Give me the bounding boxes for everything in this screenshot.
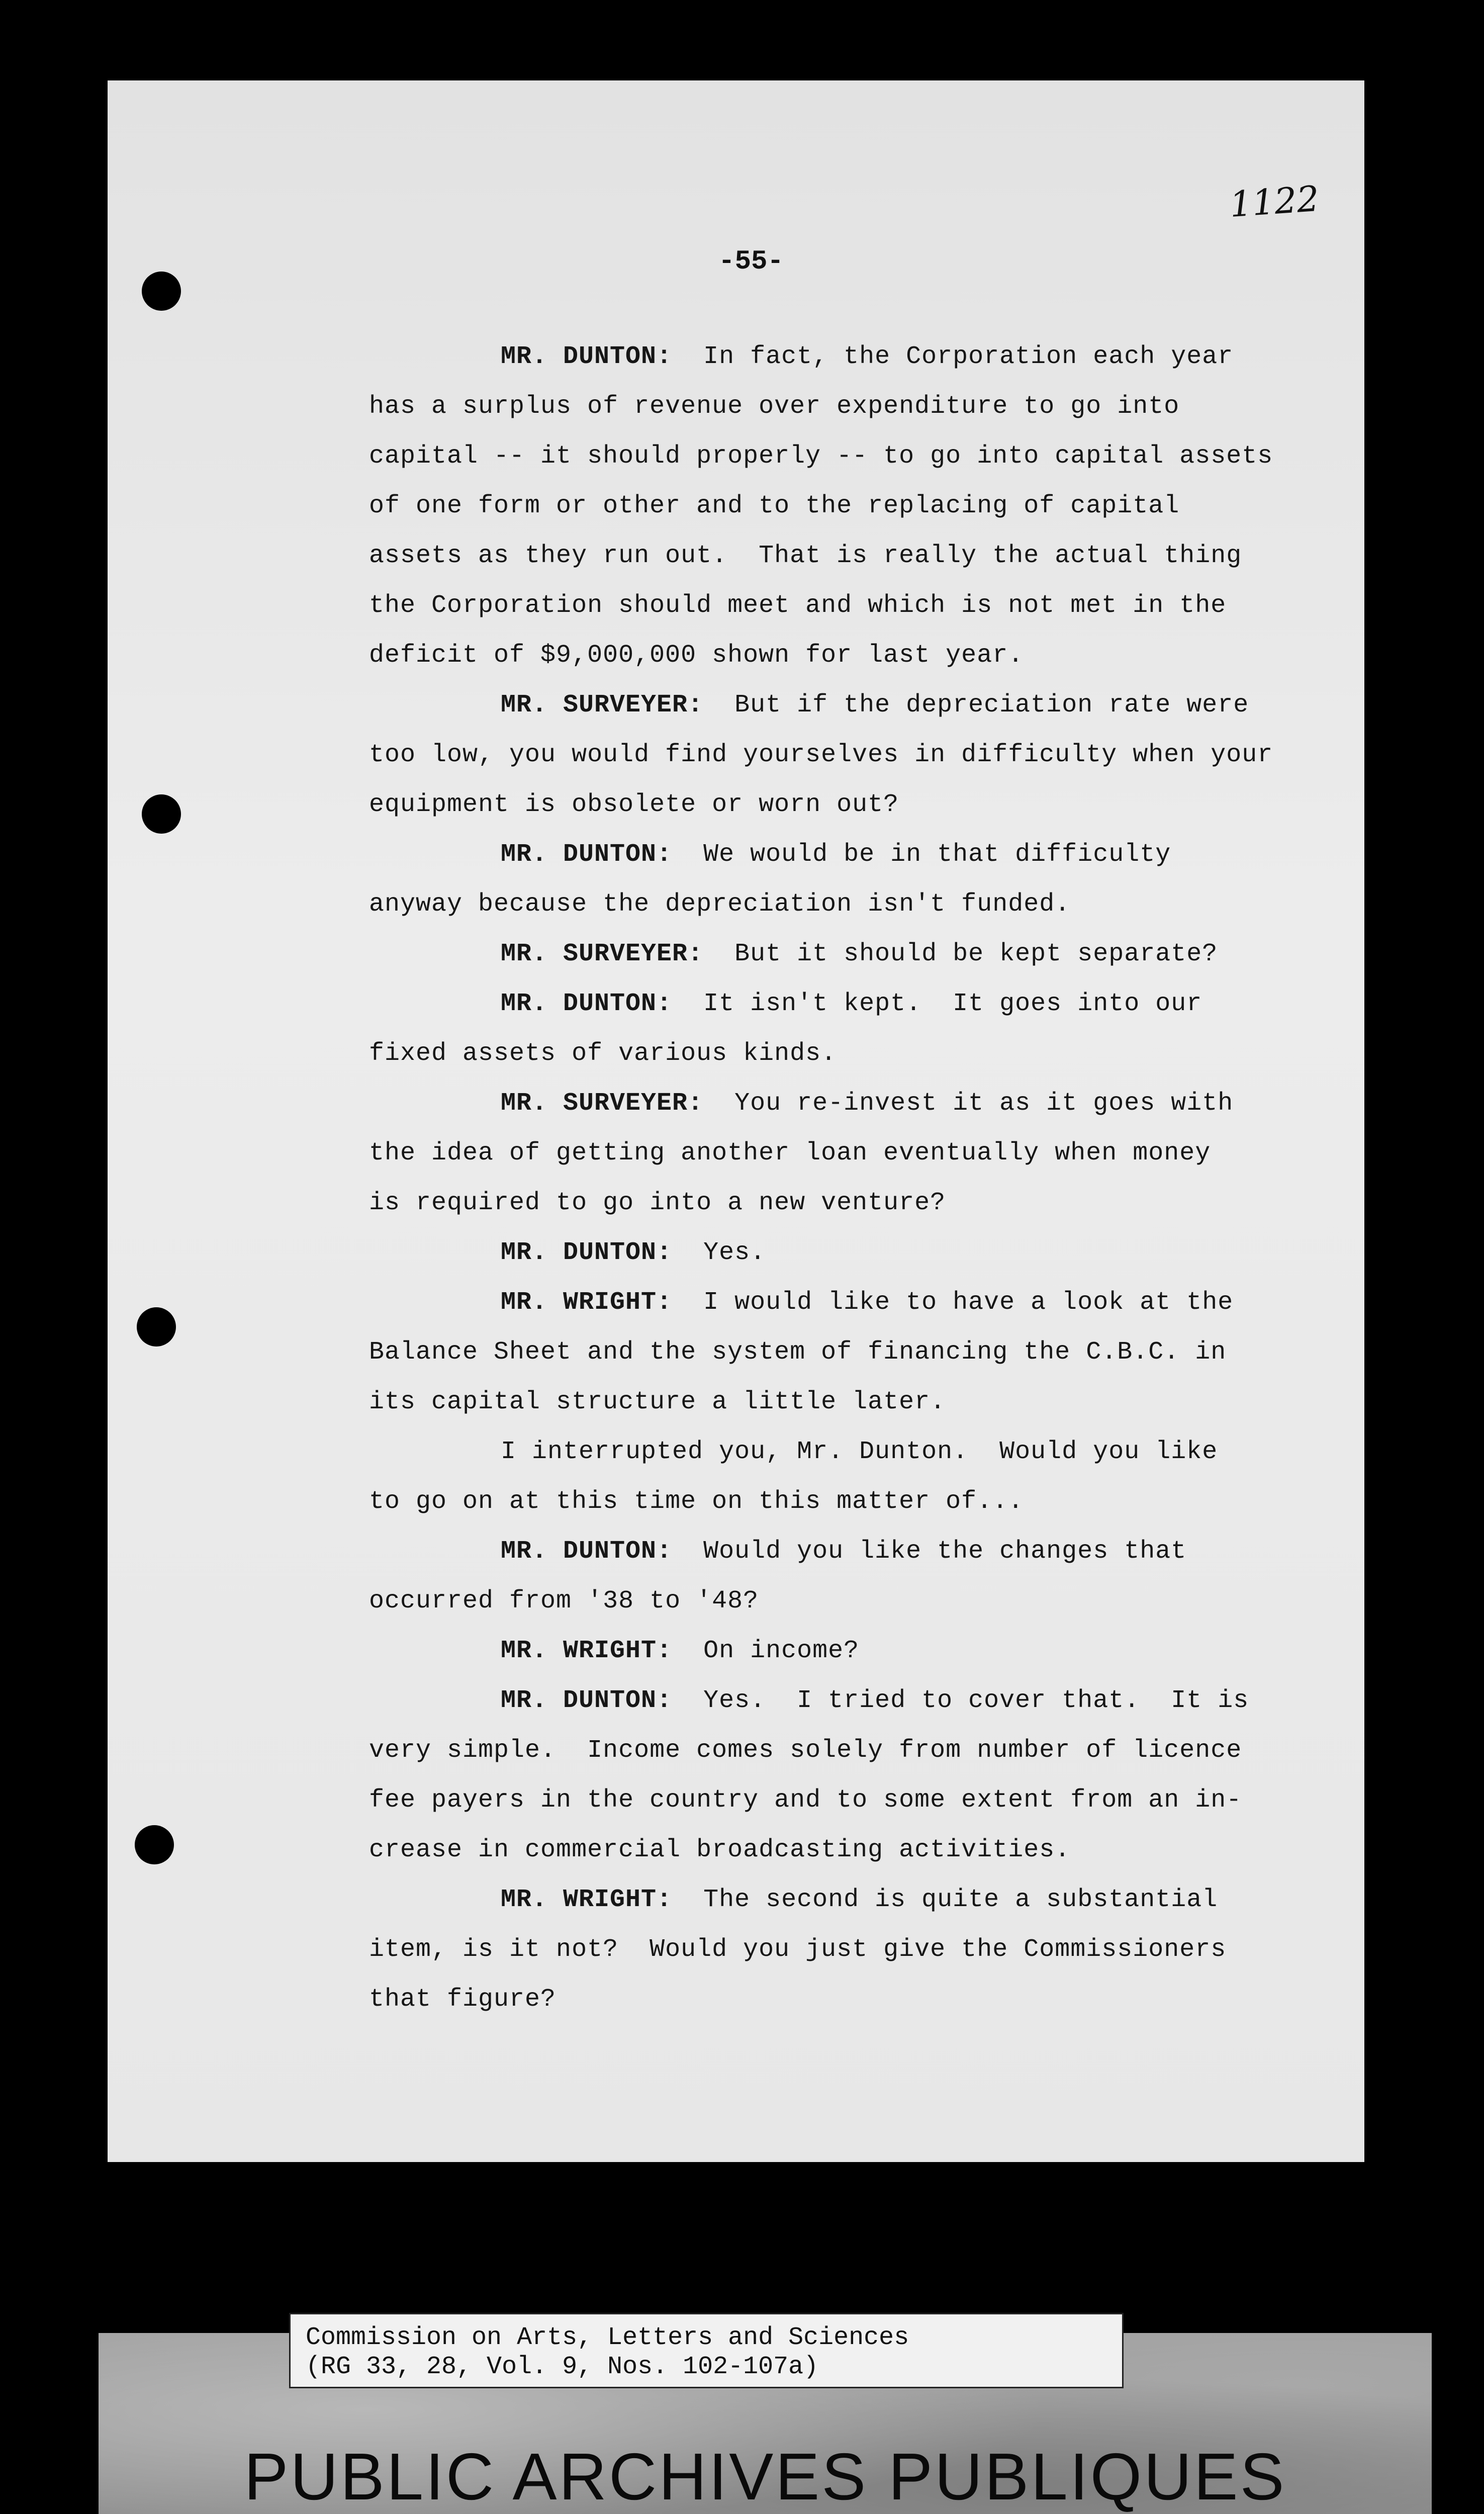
- speaker-name: MR. DUNTON:: [501, 1686, 673, 1715]
- punch-hole: [142, 794, 181, 834]
- transcript-line: [369, 780, 1344, 830]
- line-text: We would be in that difficulty: [672, 840, 1171, 869]
- line-text: too low, you would find yourselves in difficulty when your: [369, 741, 1273, 769]
- line-text: is required to go into a new venture?: [369, 1189, 946, 1217]
- transcript-line: [369, 1726, 1344, 1775]
- line-text: You re-invest it as it goes with: [703, 1089, 1234, 1118]
- transcript-line: [369, 1427, 1344, 1477]
- archive-label-line-2: (RG 33, 28, Vol. 9, Nos. 102-107a): [306, 2353, 819, 2381]
- punch-hole: [137, 1307, 176, 1346]
- line-text: Yes. I tried to cover that. It is: [672, 1686, 1249, 1715]
- transcript-line: [369, 382, 1344, 431]
- speaker-name: MR. DUNTON:: [501, 1537, 673, 1566]
- document-page: [108, 80, 1364, 2162]
- transcript-line: [369, 481, 1344, 531]
- transcript-line: [369, 581, 1344, 631]
- punch-hole: [142, 272, 181, 311]
- transcript-line: [369, 1676, 1344, 1726]
- line-text: anyway because the depreciation isn't funded.: [369, 890, 1071, 919]
- transcript-line: [369, 1477, 1344, 1527]
- line-text: to go on at this time on this matter of...: [369, 1487, 1024, 1516]
- speaker-name: MR. DUNTON:: [501, 840, 673, 869]
- line-text: Would you like the changes that: [672, 1537, 1187, 1566]
- line-text: of one form or other and to the replacing of capital: [369, 492, 1180, 520]
- transcript-line: [369, 979, 1344, 1029]
- speaker-name: MR. SURVEYER:: [501, 691, 704, 720]
- punch-hole: [135, 1825, 174, 1864]
- transcript-line: [369, 1974, 1344, 2024]
- transcript-line: [369, 431, 1344, 481]
- line-text: fee payers in the country and to some extent from an in-: [369, 1786, 1242, 1815]
- transcript-line: [369, 879, 1344, 929]
- line-text: its capital structure a little later.: [369, 1388, 946, 1416]
- line-text: In fact, the Corporation each year: [672, 342, 1234, 371]
- transcript-body: [369, 332, 1344, 2024]
- transcript-line: [369, 830, 1344, 879]
- line-text: On income?: [672, 1637, 860, 1665]
- line-text: equipment is obsolete or worn out?: [369, 790, 899, 819]
- line-text: Yes.: [672, 1238, 766, 1267]
- line-text: that figure?: [369, 1985, 556, 2014]
- line-text: But if the depreciation rate were: [703, 691, 1249, 720]
- transcript-line: [369, 1079, 1344, 1128]
- transcript-line: [369, 1178, 1344, 1228]
- handwritten-page-number: 1122: [1228, 177, 1321, 226]
- line-text: fixed assets of various kinds.: [369, 1039, 837, 1068]
- line-text: The second is quite a substantial: [672, 1886, 1218, 1914]
- transcript-line: [369, 1576, 1344, 1626]
- transcript-line: [369, 1228, 1344, 1278]
- line-text: item, is it not? Would you just give the Commissioners: [369, 1935, 1227, 1964]
- transcript-line: [369, 1825, 1344, 1875]
- line-text: I would like to have a look at the: [672, 1288, 1234, 1317]
- speaker-name: MR. DUNTON:: [501, 342, 673, 371]
- transcript-line: [369, 1327, 1344, 1377]
- line-text: deficit of $9,000,000 shown for last year.: [369, 641, 1024, 670]
- archive-label-line-1: Commission on Arts, Letters and Sciences: [306, 2323, 909, 2352]
- line-text: very simple. Income comes solely from number of licence: [369, 1736, 1242, 1765]
- transcript-line: [369, 1875, 1344, 1925]
- speaker-name: MR. WRIGHT:: [501, 1288, 673, 1317]
- line-text: assets as they run out. That is really the actual thing: [369, 542, 1242, 570]
- transcript-line: [369, 1527, 1344, 1576]
- speaker-name: MR. SURVEYER:: [501, 940, 704, 968]
- transcript-line: [369, 631, 1344, 680]
- speaker-name: MR. SURVEYER:: [501, 1089, 704, 1118]
- line-text: crease in commercial broadcasting activities.: [369, 1836, 1071, 1864]
- transcript-line: [369, 1925, 1344, 1974]
- line-text: capital -- it should properly -- to go into capital assets: [369, 442, 1273, 471]
- line-text: But it should be kept separate?: [703, 940, 1218, 968]
- line-text: I interrupted you, Mr. Dunton. Would you like: [501, 1438, 1218, 1466]
- speaker-name: MR. DUNTON:: [501, 990, 673, 1018]
- transcript-line: [369, 680, 1344, 730]
- line-text: Balance Sheet and the system of financing the C.B.C. in: [369, 1338, 1227, 1367]
- line-text: the Corporation should meet and which is not met in the: [369, 591, 1227, 620]
- page-header: -55-: [718, 246, 784, 277]
- transcript-line: [369, 1029, 1344, 1079]
- archive-reference-label: [289, 2313, 1124, 2388]
- line-text: occurred from '38 to '48?: [369, 1587, 759, 1615]
- transcript-line: [369, 531, 1344, 581]
- speaker-name: MR. WRIGHT:: [501, 1637, 673, 1665]
- transcript-line: [369, 1775, 1344, 1825]
- transcript-line: [369, 730, 1344, 780]
- line-text: It isn't kept. It goes into our: [672, 990, 1202, 1018]
- speaker-name: MR. DUNTON:: [501, 1238, 673, 1267]
- archive-title: PUBLIC ARCHIVES PUBLIQUES: [244, 2440, 1286, 2513]
- transcript-line: [369, 332, 1344, 382]
- transcript-line: [369, 1377, 1344, 1427]
- transcript-line: [369, 1626, 1344, 1676]
- speaker-name: MR. WRIGHT:: [501, 1886, 673, 1914]
- transcript-line: [369, 929, 1344, 979]
- line-text: has a surplus of revenue over expenditure to go into: [369, 392, 1180, 421]
- line-text: the idea of getting another loan eventually when money: [369, 1139, 1211, 1168]
- transcript-line: [369, 1128, 1344, 1178]
- transcript-line: [369, 1278, 1344, 1327]
